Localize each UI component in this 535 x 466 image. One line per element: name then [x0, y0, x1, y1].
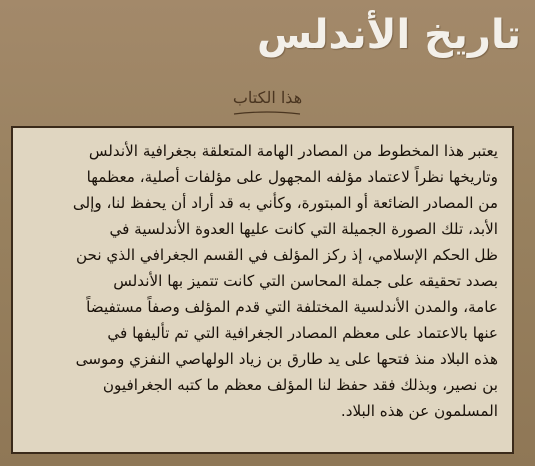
text-line: ظل الحكم الإسلامي، إذ ركز المؤلف في القسم الجغرافي الذي نحن	[75, 246, 498, 264]
text-line: عامة، والمدن الأندلسية المختلفة التي قدم المؤلف وصفاً مستفيضاً	[86, 298, 498, 316]
text-line: المسلمون عن هذه البلاد.	[340, 402, 498, 420]
text-line: عنها بالاعتماد على معظم المصادر الجغرافية التي تم تأليفها في	[107, 324, 498, 342]
text-line: بصدد تحقيقه على جملة المحاسن التي كانت تتميز بها الأندلس	[113, 272, 498, 290]
text-line: الأبد، تلك الصورة الجميلة التي كانت عليها العدوة الأندلسية في	[109, 220, 498, 238]
description-box	[11, 126, 514, 454]
ornament-divider-icon	[232, 110, 302, 116]
section-subtitle: هذا الكتاب	[232, 88, 303, 107]
text-line: وتاريخها نظراً لاعتماد مؤلفه المجهول على مؤلفات أصلية، معظمها	[86, 168, 498, 186]
text-line: بن نصير، وبذلك فقد حفظ لنا المؤلف معظم ما كتبه الجغرافيون	[102, 376, 498, 394]
text-line: يعتبر هذا المخطوط من المصادر الهامة المتعلقة بجغرافية الأندلس	[88, 142, 498, 160]
description-text	[27, 138, 498, 424]
text-line: من المصادر الضائعة أو المبتورة، وكأني به قد أراد أن يحفظ لنا، وإلى	[72, 194, 498, 212]
book-title: تاريخ الأندلس	[256, 12, 521, 58]
text-line: هذه البلاد منذ فتحها على يد طارق بن زياد الولهاصي النفزي وموسى	[75, 350, 498, 368]
